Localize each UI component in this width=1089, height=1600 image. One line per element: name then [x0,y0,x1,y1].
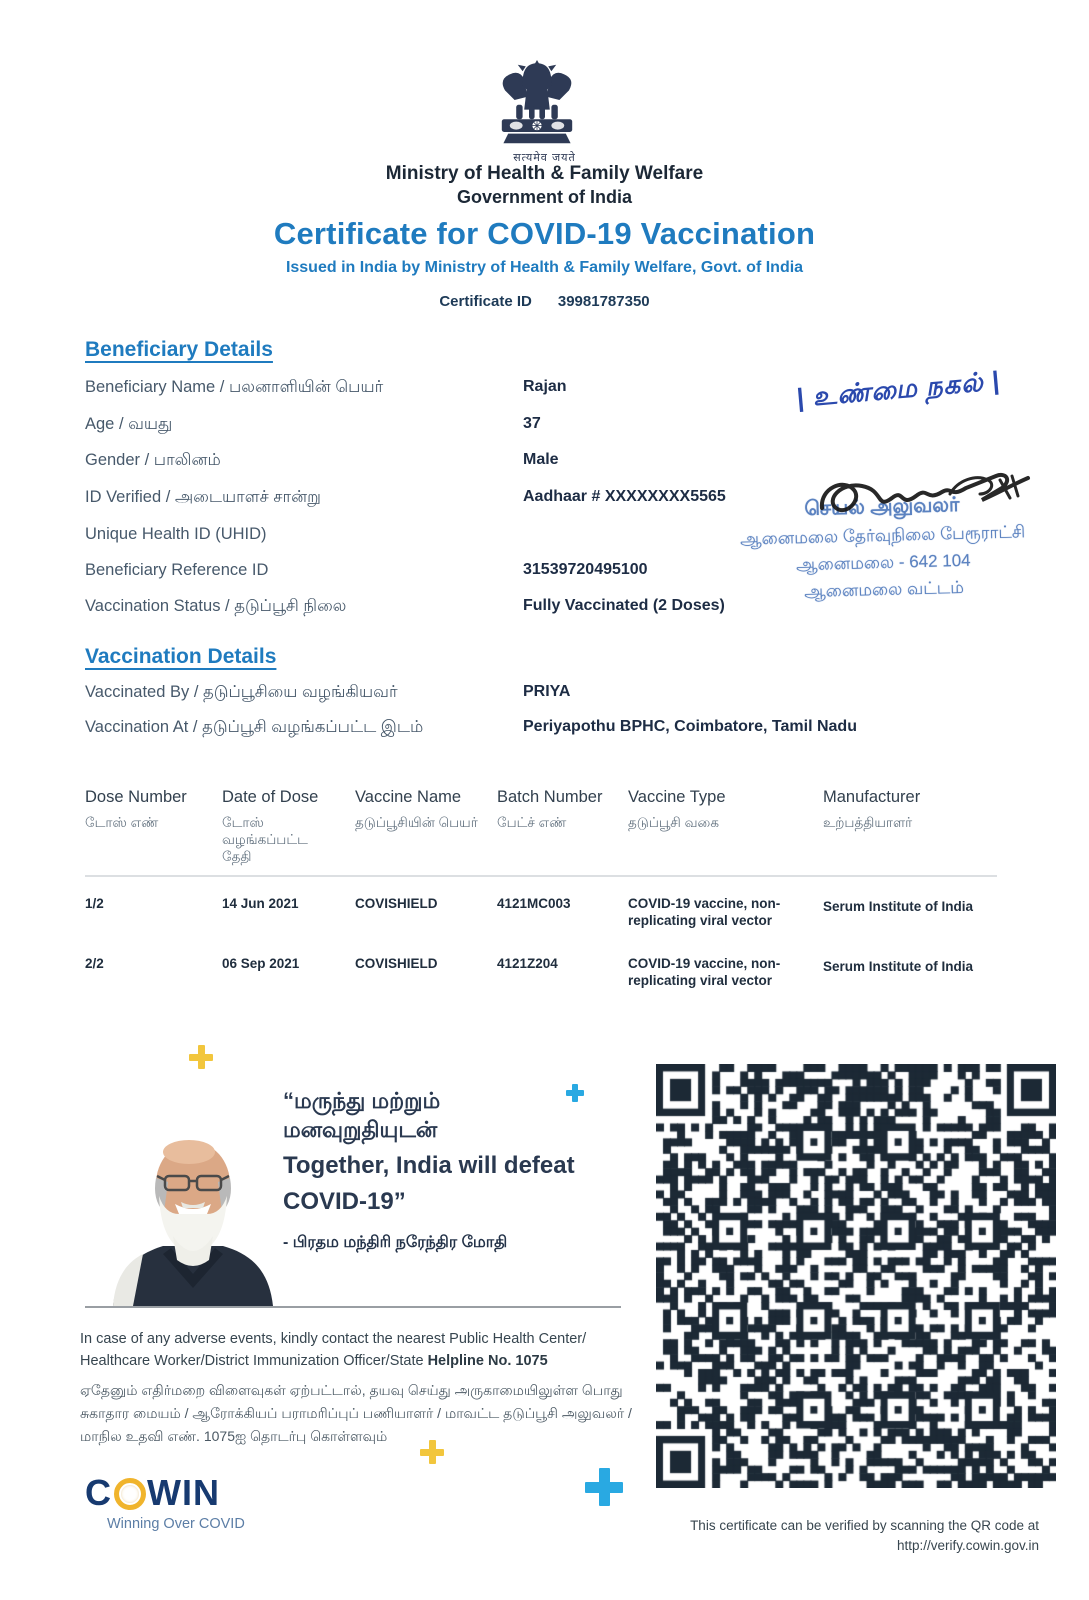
field-beneficiary-name: Beneficiary Name / பலனாளியின் பெயர் Rajan [85,378,567,396]
field-gender: Gender / பாலினம் Male [85,451,559,469]
cowin-o-icon [114,1478,146,1510]
quote-tamil-line2: மனவுறுதியுடன் [283,1117,438,1142]
field-vaccination-status: Vaccination Status / தடுப்பூசி நிலை Fully Vaccinated (2 Doses) [85,597,725,615]
signature [800,450,1040,540]
quote-tamil-line1: “மருந்து மற்றும் [283,1088,441,1113]
dose-table-header-ta: டோஸ் எண் டோஸ் வழங்கப்பட்ட தேதி தடுப்பூசியின் பெயர் பேட்ச் எண் தடுப்பூசி வகை உற்பத்தியாளர் [85,815,913,864]
dose-row-1: 1/2 14 Jun 2021 COVISHIELD 4121MC003 COVID-19 vaccine, non-replicating viral vector Serum Institute of India [85,896,974,928]
field-age: Age / வயது 37 [85,415,541,433]
emblem-motto: सत्यमेव जयते [513,152,576,164]
certificate-title: Certificate for COVID-19 Vaccination [273,216,816,251]
field-vaccination-at: Vaccination At / தடுப்பூசி வழங்கப்பட்ட இடம் Periyapothu BPHC, Coimbatore, Tamil Nadu [85,718,857,736]
stamp-taluk: ஆனைமலை வட்டம் [804,577,965,602]
national-emblem-icon [489,60,585,152]
stamp-pincode: ஆனைமலை - 642 104 [795,550,971,575]
cowin-logo: C WIN Winning Over COVID [85,1472,245,1532]
advisory-english: In case of any adverse events, kindly contact the nearest Public Health Center/ Healthcare Worker/District Immunization Officer/State Helpline No. 1075 [80,1331,587,1369]
table-divider [85,875,997,877]
field-id-verified: ID Verified / அடையாளச் சான்று Aadhaar # XXXXXXXX5565 [85,488,726,506]
stamp-designation: செயல் அலுவலர் [804,493,960,521]
dose-table-header-en: Dose Number Date of Dose Vaccine Name Batch Number Vaccine Type Manufacturer [85,788,921,806]
cowin-tagline: Winning Over COVID [107,1516,245,1532]
footer-divider [85,1306,621,1308]
qr-code [656,1064,1056,1488]
dose-table [85,788,1007,989]
vaccination-fields [85,683,1015,739]
certificate-id-value: 39981787350 [557,293,650,310]
stamp-office: ஆனைமலை தேர்வுநிலை பேரூராட்சி [739,522,1026,549]
government-name: Government of India [456,187,633,207]
field-vaccinated-by: Vaccinated By / தடுப்பூசியை வழங்கியவர் PRIYA [85,683,571,701]
advisory-tamil: ஏதேனும் எதிர்மறை விளைவுகள் ஏற்பட்டால், தயவு செய்து அருகாமையிலுள்ள பொது சுகாதார மையம் / ஆரோக்கியப் பராமரிப்புப் பணியாளர் / மாவட்ட தடுப்பூசி அலுவலர் / மாநில உதவி எண். 1075ஐ தொடர்பு கொள்ளவும் [80,1382,632,1444]
pm-quote [283,1086,643,1253]
vaccination-section-title: Vaccination Details [85,645,277,668]
field-uhid: Unique Health ID (UHID) [85,525,267,543]
certificate-id-row [0,293,1089,310]
quote-english-line2: COVID-19” [283,1188,406,1215]
verification-note: This certificate can be verified by scanning the QR code at http://verify.cowin.gov.in [499,1516,1039,1556]
verification-url: http://verify.cowin.gov.in [896,1538,1039,1553]
helpline-number: Helpline No. 1075 [427,1353,548,1369]
beneficiary-section-title: Beneficiary Details [85,338,273,361]
ministry-name: Ministry of Health & Family Welfare [385,163,704,184]
pm-portrait [85,1118,300,1306]
field-reference-id: Beneficiary Reference ID 31539720495100 [85,561,648,579]
certificate-id-label: Certificate ID [439,293,532,310]
handwritten-note: | உண்மை நகல் | [794,365,1002,413]
quote-english-line1: Together, India will defeat [283,1152,575,1179]
dose-row-2: 2/2 06 Sep 2021 COVISHIELD 4121Z204 COVID-19 vaccine, non-replicating viral vector Serum Institute of India [85,956,974,988]
quote-attribution: - பிரதம மந்திரி நரேந்திர மோதி [283,1234,508,1251]
certificate-subtitle: Issued in India by Ministry of Health & Family Welfare, Govt. of India [285,259,804,276]
